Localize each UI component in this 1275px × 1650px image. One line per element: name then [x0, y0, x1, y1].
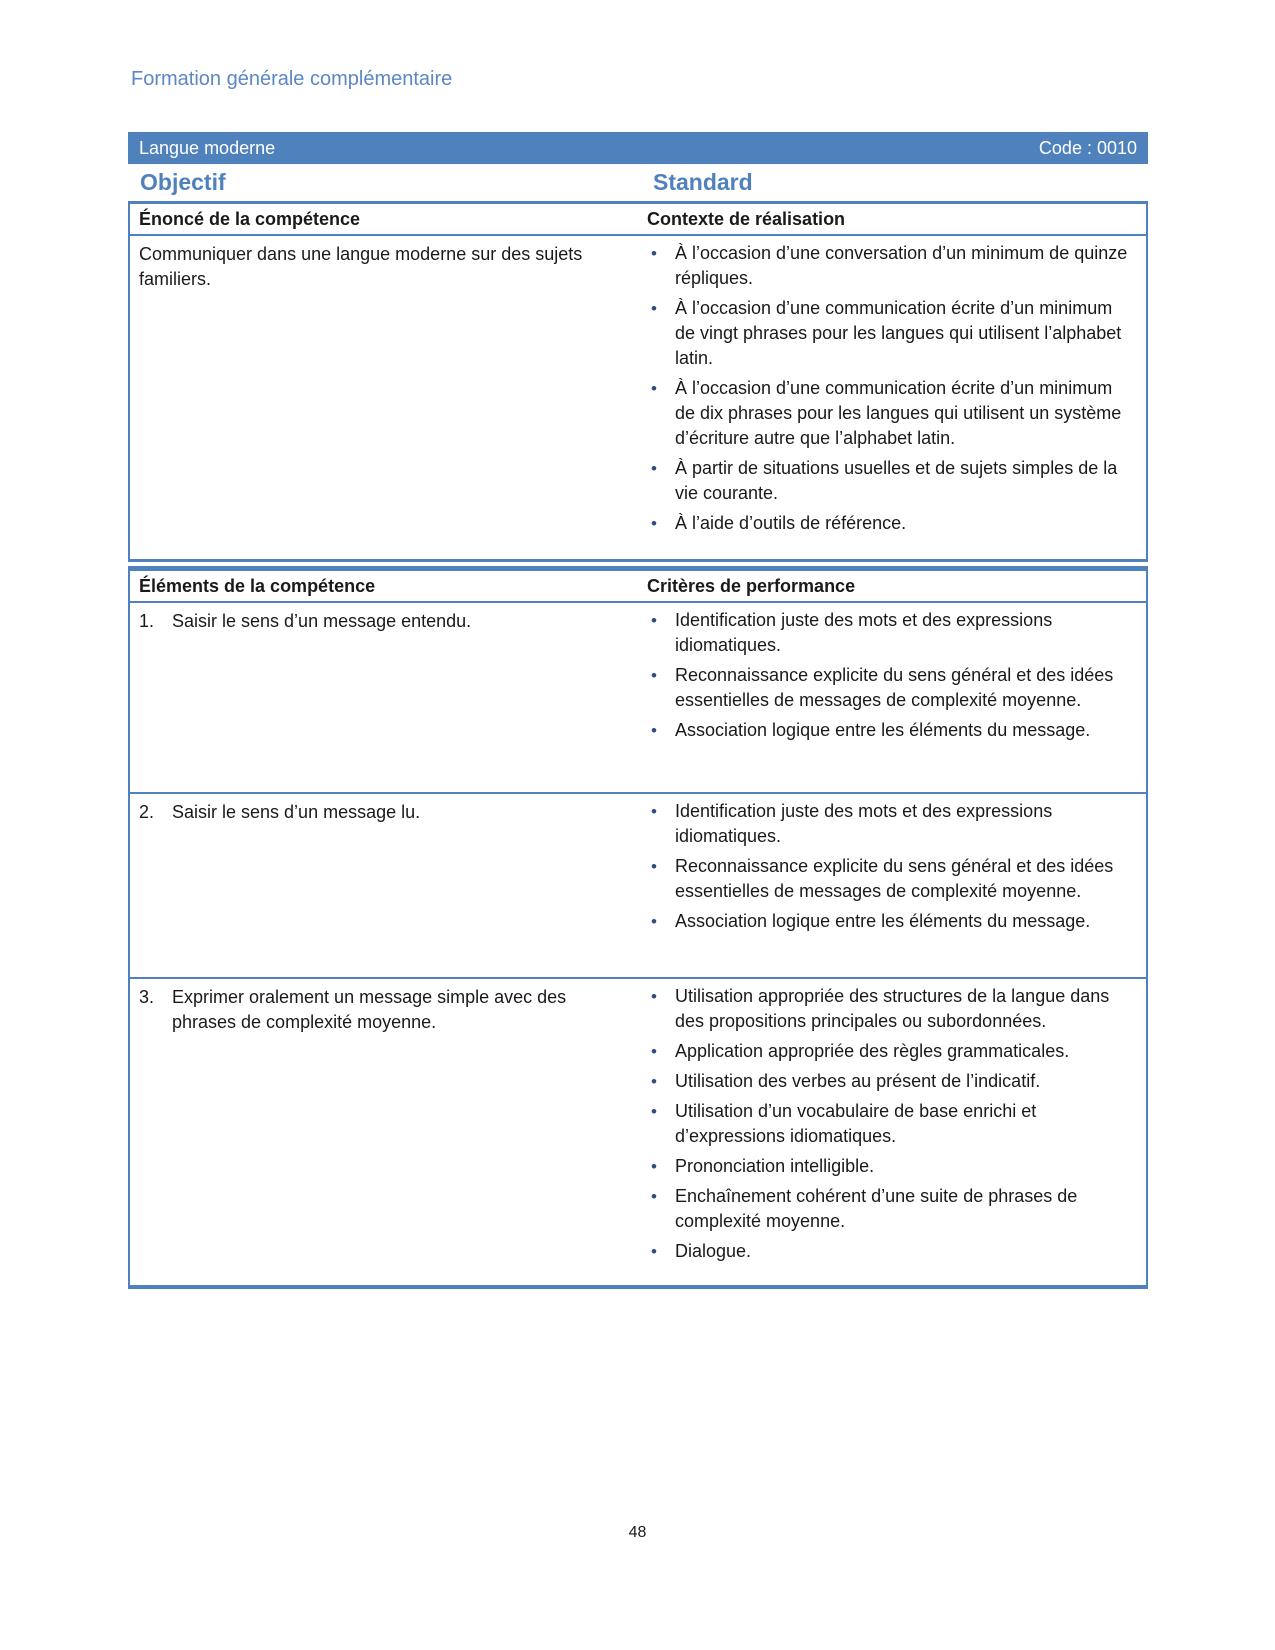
- criteria-text: Association logique entre les éléments du message.: [675, 720, 1091, 740]
- table2-header-row: [130, 571, 1146, 603]
- competence-context-table: [128, 201, 1148, 562]
- element-number: 2.: [139, 802, 155, 822]
- element-cell: [130, 794, 647, 977]
- bullet-icon: •: [651, 244, 657, 263]
- bullet-icon: •: [651, 1072, 657, 1091]
- bullet-icon: •: [651, 611, 657, 630]
- table1-header-right: Contexte de réalisation: [647, 209, 846, 229]
- criteria-bullet: [647, 1239, 1132, 1264]
- context-bullet-text: À l’aide d’outils de référence.: [675, 513, 907, 533]
- criteria-bullet: [647, 854, 1132, 904]
- bullet-icon: •: [651, 857, 657, 876]
- criteria-text: Dialogue.: [675, 1241, 752, 1261]
- competence-statement-cell: [130, 236, 647, 559]
- bullet-icon: •: [651, 379, 657, 398]
- criteria-cell: [647, 794, 1146, 977]
- elements-criteria-table: [128, 566, 1148, 1289]
- context-bullets-cell: [647, 236, 1146, 559]
- bullet-icon: •: [651, 802, 657, 821]
- column-titles: [128, 164, 1148, 201]
- table2-header-left: Éléments de la compétence: [139, 576, 376, 596]
- context-bullet: [647, 376, 1132, 451]
- bullet-icon: •: [651, 299, 657, 318]
- element-text: Saisir le sens d’un message lu.: [172, 802, 421, 822]
- competence-statement: Communiquer dans une langue moderne sur des sujets familiers.: [139, 244, 583, 289]
- criteria-bullet: [647, 1099, 1132, 1149]
- criteria-bullet: [647, 909, 1132, 934]
- criteria-bullet: [647, 799, 1132, 849]
- criteria-text: Identification juste des mots et des expressions idiomatiques.: [675, 610, 1053, 655]
- bullet-icon: •: [651, 1042, 657, 1061]
- bullet-icon: •: [651, 1242, 657, 1261]
- bullet-icon: •: [651, 666, 657, 685]
- criteria-bullet: [647, 608, 1132, 658]
- context-bullet-text: À l’occasion d’une conversation d’un minimum de quinze répliques.: [675, 243, 1128, 288]
- element-cell: [130, 603, 647, 792]
- bullet-icon: •: [651, 1102, 657, 1121]
- criteria-bullet: [647, 718, 1132, 743]
- table-row: [130, 977, 1146, 1285]
- context-bullet: [647, 456, 1132, 506]
- bullet-icon: •: [651, 987, 657, 1006]
- criteria-bullet: [647, 984, 1132, 1034]
- bullet-icon: •: [651, 912, 657, 931]
- bullet-icon: •: [651, 721, 657, 740]
- bullet-icon: •: [651, 514, 657, 533]
- criteria-text: Utilisation des verbes au présent de l’indicatif.: [675, 1071, 1041, 1091]
- table1-body-row: [130, 236, 1146, 559]
- criteria-text: Utilisation d’un vocabulaire de base enrichi et d’expressions idiomatiques.: [675, 1101, 1037, 1146]
- context-bullet: [647, 296, 1132, 371]
- criteria-text: Reconnaissance explicite du sens général et des idées essentielles de messages de complexité moyenne.: [675, 665, 1114, 710]
- criteria-bullet: [647, 663, 1132, 713]
- criteria-bullet: [647, 1184, 1132, 1234]
- bullet-icon: •: [651, 1187, 657, 1206]
- element-text: Exprimer oralement un message simple avec des phrases de complexité moyenne.: [172, 987, 567, 1032]
- table-row: [130, 603, 1146, 792]
- table1-header-row: [130, 204, 1146, 236]
- context-bullet: [647, 511, 1132, 536]
- criteria-bullet: [647, 1154, 1132, 1179]
- context-bullet-text: À l’occasion d’une communication écrite d’un minimum de vingt phrases pour les langues qui utilisent l’alphabet latin.: [675, 298, 1122, 368]
- course-name: Langue moderne: [139, 137, 276, 158]
- table2-header-right: Critères de performance: [647, 576, 856, 596]
- element-number: 1.: [139, 611, 155, 631]
- objectif-heading: Objectif: [140, 169, 226, 195]
- bullet-icon: •: [651, 459, 657, 478]
- criteria-bullet: [647, 1039, 1132, 1064]
- course-code: Code : 0010: [1038, 137, 1137, 158]
- criteria-text: Reconnaissance explicite du sens général et des idées essentielles de messages de complexité moyenne.: [675, 856, 1114, 901]
- context-bullet-text: À partir de situations usuelles et de sujets simples de la vie courante.: [675, 458, 1118, 503]
- standard-heading: Standard: [653, 169, 753, 195]
- criteria-bullet: [647, 1069, 1132, 1094]
- element-cell: [130, 979, 647, 1285]
- criteria-text: Prononciation intelligible.: [675, 1156, 875, 1176]
- context-bullet-text: À l’occasion d’une communication écrite d’un minimum de dix phrases pour les langues qui utilisent un système d’écriture autre que l’alphabet latin.: [675, 378, 1122, 448]
- table1-header-left: Énoncé de la compétence: [139, 209, 361, 229]
- criteria-text: Application appropriée des règles grammaticales.: [675, 1041, 1070, 1061]
- criteria-cell: [647, 979, 1146, 1285]
- criteria-text: Utilisation appropriée des structures de la langue dans des propositions principales ou subordonnées.: [675, 986, 1110, 1031]
- criteria-text: Association logique entre les éléments du message.: [675, 911, 1091, 931]
- criteria-text: Identification juste des mots et des expressions idiomatiques.: [675, 801, 1053, 846]
- page-number: 48: [628, 1524, 647, 1541]
- table-row: [130, 792, 1146, 977]
- element-number: 3.: [139, 987, 155, 1007]
- context-bullet: [647, 241, 1132, 291]
- document-section-title: Formation générale complémentaire: [131, 68, 453, 90]
- course-title-bar: [128, 132, 1148, 164]
- page-content: [128, 66, 1148, 1289]
- criteria-cell: [647, 603, 1146, 792]
- element-text: Saisir le sens d’un message entendu.: [172, 611, 472, 631]
- bullet-icon: •: [651, 1157, 657, 1176]
- criteria-text: Enchaînement cohérent d’une suite de phrases de complexité moyenne.: [675, 1186, 1078, 1231]
